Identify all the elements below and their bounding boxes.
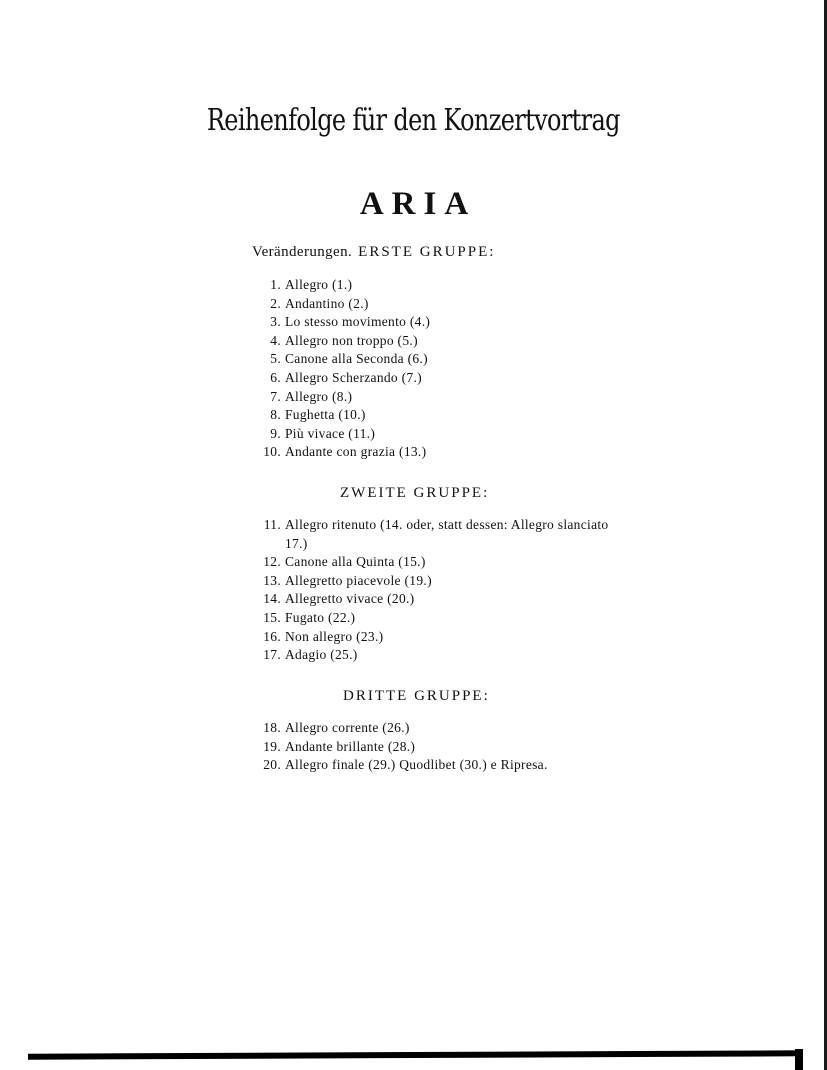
item-text: Andante con grazia (13.) [285, 444, 427, 460]
item-number: 1. [270, 277, 281, 292]
group-heading-label: DRITTE GRUPPE: [343, 688, 490, 704]
item-number: 2. [270, 295, 281, 311]
list-item [254, 590, 615, 609]
bottom-rule-end [795, 1049, 803, 1070]
list-item [254, 313, 430, 332]
item-number: 6. [270, 369, 281, 385]
item-text: Allegro corrente (26.) [285, 720, 410, 735]
list-item [254, 756, 548, 775]
item-text: Allegro Scherzando (7.) [285, 369, 422, 385]
list-item [254, 443, 430, 462]
list-item [254, 332, 430, 351]
item-text: Andante brillante (28.) [285, 738, 416, 754]
item-number: 3. [270, 314, 281, 330]
item-text: Più vivace (11.) [285, 425, 376, 441]
item-text: Non allegro (23.) [285, 628, 384, 644]
list-item [254, 295, 430, 314]
group-heading-erste [252, 244, 495, 261]
item-number: 17. [263, 647, 281, 663]
item-number: 4. [270, 332, 281, 348]
item-number: 10. [263, 444, 281, 460]
item-text: Allegretto piacevole (19.) [285, 572, 432, 588]
list-item [254, 388, 430, 407]
group-heading-label: ERSTE GRUPPE: [358, 244, 496, 260]
group-heading-dritte [343, 688, 490, 705]
variation-list-dritte [254, 719, 548, 775]
list-item [254, 738, 548, 757]
item-number: 14. [263, 591, 281, 607]
aria-heading: ARIA [359, 186, 477, 222]
list-item [254, 572, 615, 591]
item-text: Allegro ritenuto (14. oder, statt dessen: Allegro slanciato 17.) [285, 517, 609, 551]
list-item [254, 276, 430, 295]
group-heading-prefix: Veränderungen. [252, 244, 353, 260]
list-item [254, 406, 430, 425]
list-item [254, 628, 615, 647]
item-number: 19. [263, 738, 281, 754]
list-item [254, 646, 615, 665]
item-number: 9. [270, 425, 281, 441]
list-item [254, 609, 615, 628]
page-title: Reihenfolge für den Konzertvortrag [206, 103, 620, 138]
list-item [254, 425, 430, 444]
bottom-rule [28, 1050, 802, 1059]
item-number: 5. [270, 351, 281, 367]
item-number: 16. [263, 628, 281, 644]
variation-list-erste [254, 276, 430, 462]
item-text: Canone alla Quinta (15.) [285, 554, 426, 570]
item-number: 11. [263, 517, 281, 532]
variation-list-zweite [254, 516, 615, 665]
item-text: Allegro (1.) [285, 277, 353, 292]
list-item [254, 516, 615, 553]
item-text: Canone alla Seconda (6.) [285, 351, 428, 367]
item-number: 7. [270, 388, 281, 404]
item-text: Adagio (25.) [285, 647, 358, 663]
list-item [254, 719, 548, 738]
item-text: Allegro (8.) [285, 388, 353, 404]
item-text: Allegro non troppo (5.) [285, 332, 418, 348]
item-number: 12. [263, 554, 281, 570]
item-text: Allegro finale (29.) Quodlibet (30.) e Ripresa. [285, 757, 548, 773]
list-item [254, 350, 430, 369]
group-heading-label: ZWEITE GRUPPE: [340, 485, 490, 501]
item-text: Fughetta (10.) [285, 407, 366, 423]
list-item [254, 553, 615, 572]
item-text: Andantino (2.) [285, 295, 369, 311]
item-text: Lo stesso movimento (4.) [285, 314, 431, 330]
list-item [254, 369, 430, 388]
item-number: 18. [263, 720, 281, 735]
item-text: Allegretto vivace (20.) [285, 591, 415, 607]
item-number: 15. [263, 609, 281, 625]
item-number: 13. [263, 572, 281, 588]
item-number: 8. [270, 407, 281, 423]
item-number: 20. [263, 757, 281, 773]
item-text: Fugato (22.) [285, 609, 356, 625]
group-heading-zweite [340, 485, 489, 502]
